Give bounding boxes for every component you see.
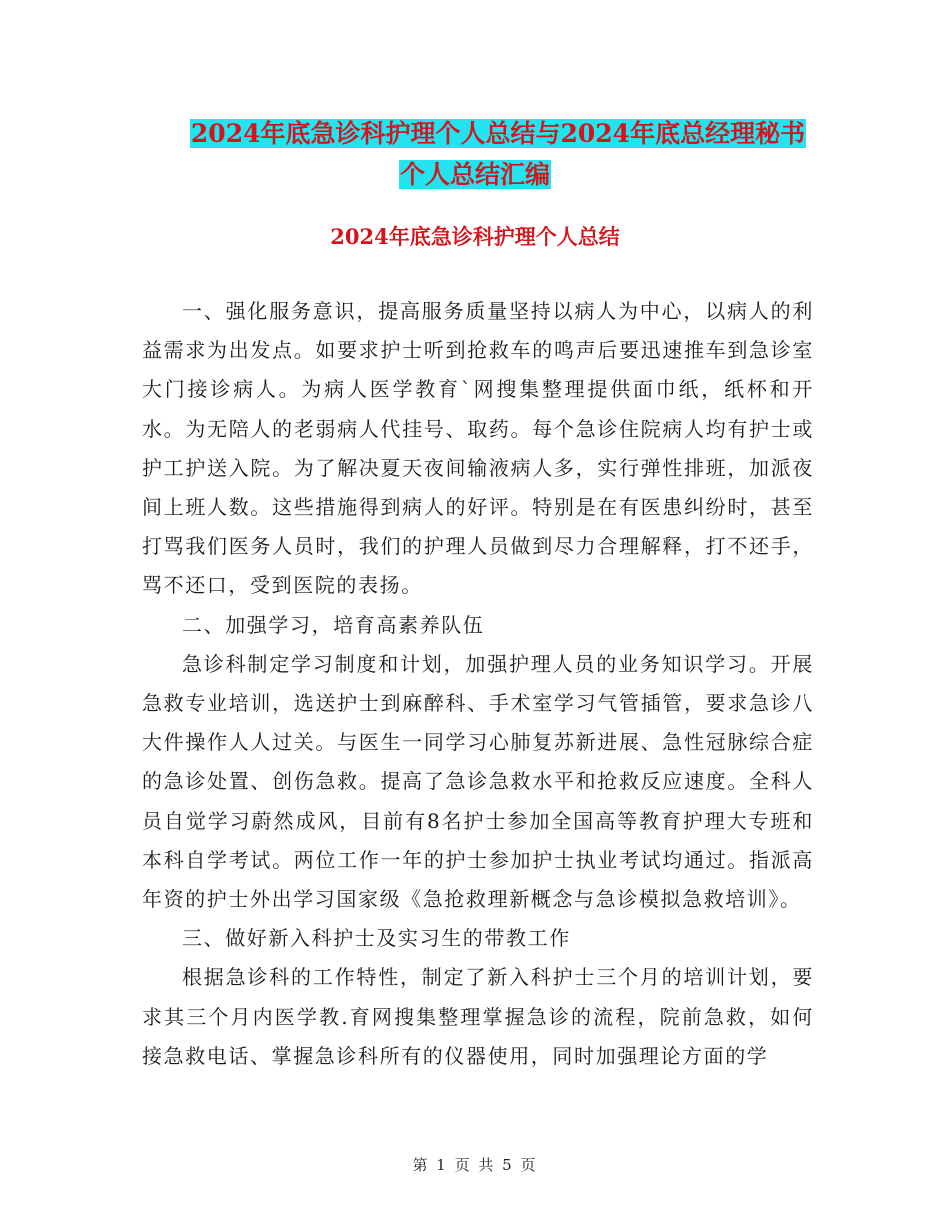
document-title-line-1 — [23, 116, 950, 152]
paragraph-service: 一、强化服务意识，提高服务质量坚持以病人为中心，以病人的利益需求为出发点。如要求护士听到抢救车的鸣声后要迅速推车到急诊室大门接诊病人。为病人医学教育`网搜集整理提供面巾纸，纸杯和开水。为无陪人的老弱病人代挂号、取药。每个急诊住院病人均有护士或护工护送入院。为了解决夏天夜间输液病人多，实行弹性排班，加派夜间上班人数。这些措施得到病人的好评。特别是在有医患纠纷时，甚至打骂我们医务人员时，我们的护理人员做到尽力合理解释，打不还手，骂不还口，受到医院的表扬。 — [142, 299, 814, 598]
heading-training: 三、做好新入科护士及实习生的带教工作 — [182, 926, 571, 951]
section-title: 2024年底急诊科护理个人总结 — [330, 224, 620, 249]
paragraph-learning: 急诊科制定学习制度和计划，加强护理人员的业务知识学习。开展急救专业培训，选送护士到麻醉科、手术室学习气管插管，要求急诊八大件操作人人过关。与医生一同学习心肺复苏新进展、急性冠脉综合症的急诊处置、创伤急救。提高了急诊急救水平和抢救反应速度。全科人员自觉学习蔚然成风，目前有8名护士参加全国高等教育护理大专班和本科自学考试。两位工作一年的护士参加护士执业考试均通过。指派高年资的护士外出学习国家级《急抢救理新概念与急诊模拟急救培训》。 — [142, 651, 814, 912]
document-title-line-2 — [0, 157, 950, 193]
document-title-highlight-2: 个人总结汇编 — [399, 160, 550, 189]
page-footer: 第 1 页 共 5 页 — [412, 1156, 538, 1174]
document-title-highlight-1: 2024年底急诊科护理个人总结与2024年底总经理秘书 — [190, 119, 806, 148]
heading-learning: 二、加强学习，培育高素养队伍 — [182, 612, 485, 637]
body-text — [142, 292, 814, 1076]
paragraph-training: 根据急诊科的工作特性，制定了新入科护士三个月的培训计划，要求其三个月内医学教.育网搜集整理掌握急诊的流程，院前急救，如何接急救电话、掌握急诊科所有的仪器使用，同时加强理论方面的学 — [142, 965, 814, 1068]
